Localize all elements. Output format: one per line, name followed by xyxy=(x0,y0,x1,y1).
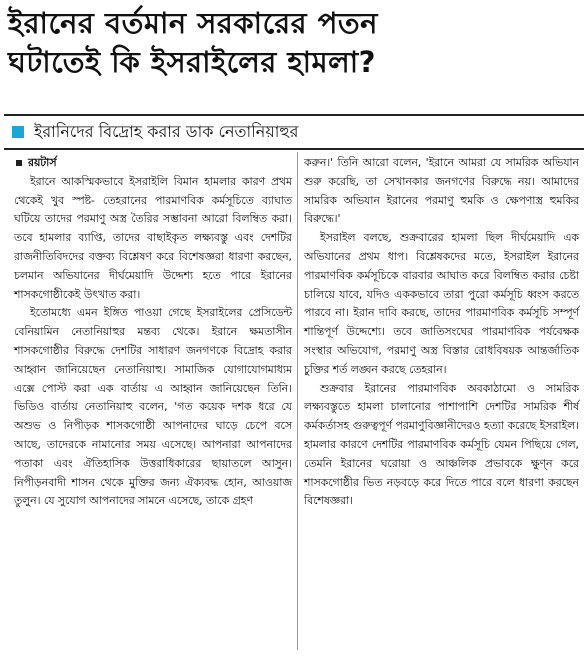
article-column-right xyxy=(304,154,579,511)
paragraph: ইরানে আকস্মিকভাবে ইসরাইলি বিমান হামলার কারণ প্রথম থেকেই খুব স্পষ্ট- তেহরানের পারমাণবিক কর্মসূচিতে ব্যাঘাত ঘটিয়ে তাদের পরমাণু অস্ত্র তৈরির সম্ভাবনা আরো বিলম্বিত করা। তবে হামলার ব্যাপ্তি, তাদের বাছাইকৃত লক্ষ্যবস্তু এবং দেশটির রাজনীতিবিদদের বক্তব্য বিশ্লেষণ করে বিশেষজ্ঞরা ধারণা করছেন, চলমান অভিযানের দীর্ঘমেয়াদি উদ্দেশ্য হতে পারে ইরানের শাসকগোষ্ঠীকেই উৎখাত করা। xyxy=(14,174,292,301)
paragraph: ইসরাইল বলছে, শুক্রবারের হামলা ছিল দীর্ঘমেয়াদি এক অভিযানের প্রথম ধাপ। বিশ্লেষকদের মতে, ইসরাইল ইরানের পারমাণবিক কর্মসূচিকে বারবার আঘাত করে বিলম্বিত করার চেষ্টা চালিয়ে যাবে, যদিও এককভাবে তারা পুরো কর্মসূচি ধ্বংস করতে পারবে না। ইরান দাবি করছে, তাদের পারমাণবিক কর্মসূচি সম্পূর্ণ শান্তিপূর্ণ উদ্দেশ্যে। তবে জাতিসংঘের পারমাণবিক পর্যবেক্ষক সংস্থার অভিযোগ, পরমাণু অস্ত্র বিস্তার রোধবিষয়ক আন্তর্জাতিক চুক্তির শর্ত লঙ্ঘন করছে তেহরান। xyxy=(304,231,579,376)
paragraph: করুন।' তিনি আরো বলেন, 'ইরানে আমরা যে সামরিক অভিযান শুরু করেছি, তা সেখানকার জনগণের বিরুদ্ধে নয়। আমাদের সামরিক অভিযান ইরানের পরমাণু হুমকি ও ক্ষেপণাস্ত্র হুমকির বিরুদ্ধে।' xyxy=(304,156,579,226)
subheadline-text: ইরানিদের বিদ্রোহ করার ডাক নেতানিয়াহুর xyxy=(34,121,299,141)
byline xyxy=(14,154,292,173)
square-bullet-icon xyxy=(12,126,24,138)
headline xyxy=(8,4,580,82)
paragraph: শুক্রবার ইরানের পারমাণবিক অবকাঠামো ও সামরিক লক্ষ্যবস্তুতে হামলা চালানোর পাশাপাশি দেশটির সামরিক শীর্ষ কর্মকর্তাসহ গুরুত্বপূর্ণ পরমাণুবিজ্ঞানীদেরও হত্যা করেছে ইসরাইল। হামলার কারণে দেশটির পারমাণবিক কর্মসূচি যেমন পিছিয়ে গেল, তেমনি ইরানের ঘরোয়া ও আঞ্চলিক প্রভাবকে ক্ষুণ্ন করে শাসকগোষ্ঠীর ভিত নড়বড়ে করে দিতে পারে বলে ধারণা করছেন বিশেষজ্ঞরা। xyxy=(304,381,579,508)
headline-line-2: ঘটাতেই কি ইসরাইলের হামলা? xyxy=(8,45,376,79)
column-divider xyxy=(297,152,298,650)
article-column-left xyxy=(14,154,292,511)
square-bullet-icon xyxy=(16,160,22,166)
paragraph: ইতোমধ্যে এমন ইঙ্গিত পাওয়া গেছে ইসরাইলের প্রেসিডেন্ট বেনিয়ামিন নেতানিয়াহুর মন্তব্য থেকে। ইরানে ক্ষমতাসীন শাসকগোষ্ঠীর বিরুদ্ধে দেশটির সাধারণ জনগণকে বিদ্রোহ করার আহ্বান জানিয়েছেন নেতানিয়াহু। সামাজিক যোগাযোগমাধ্যম এক্সে পোস্ট করা এক বার্তায় এ আহ্বান জানিয়েছেন তিনি। ভিডিও বার্তায় নেতানিয়াহু বলেন, 'গত কয়েক দশক ধরে যে অশুভ ও নিপীড়ক শাসকগোষ্ঠী আপনাদের ঘাড়ে চেপে বসে আছে, তাদেরকে নামানোর সময় এসেছে। আপনারা আপনাদের পতাকা এবং ঐতিহাসিক উত্তরাধিকারের ছায়াতলে আসুন। নিপীড়নবাদী শাসন থেকে মুক্তির জন্য ঐক্যবদ্ধ হোন, আওয়াজ তুলুন। যে সুযোগ আপনাদের সামনে এসেছে, তাকে গ্রহণ xyxy=(14,306,292,508)
bottom-rule xyxy=(4,148,584,150)
top-rule xyxy=(4,114,584,116)
headline-line-1: ইরানের বর্তমান সরকারের পতন xyxy=(8,6,378,40)
subheadline xyxy=(8,120,580,144)
byline-text: রয়টার্স xyxy=(28,156,57,169)
